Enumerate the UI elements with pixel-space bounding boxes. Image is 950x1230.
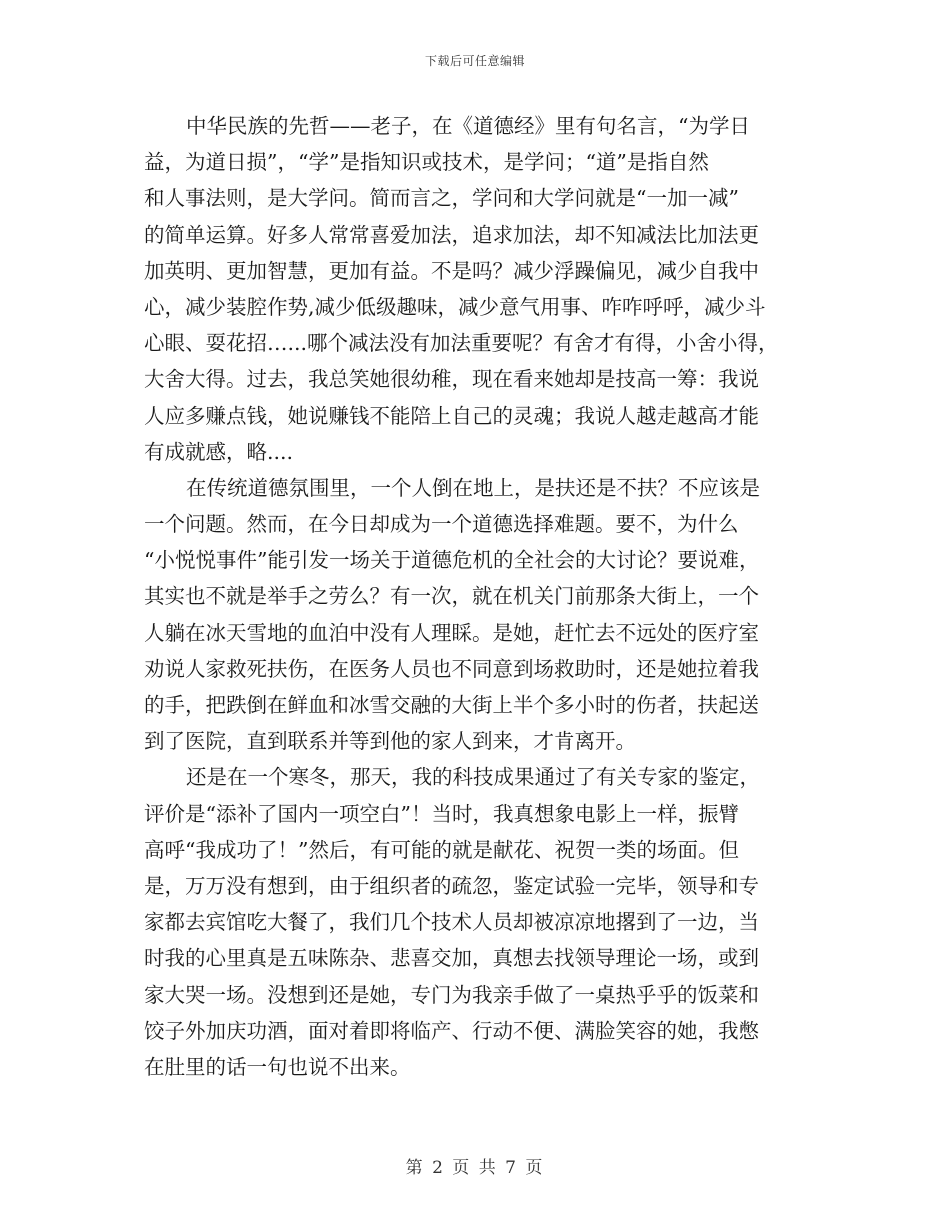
text-line: 大舍大得。过去，我总笑她很幼稚，现在看来她却是技高一筹：我说 — [144, 367, 759, 392]
paragraph — [144, 759, 808, 1085]
text-line: 一个问题。然而，在今日却成为一个道德选择难题。要不，为什么 — [144, 512, 739, 537]
text-line: 其实也不就是举手之劳么？有一次，就在机关门前那条大街上，一个 — [144, 584, 759, 609]
text-line: 是，万万没有想到，由于组织者的疏忽，鉴定试验一完毕，领导和专 — [144, 873, 759, 898]
page-number: 第 2 页 共 7 页 — [405, 1158, 545, 1178]
text-line: 中华民族的先哲——老子，在《道德经》里有句名言，“为学日 — [186, 114, 750, 138]
text-line: 人躺在冰天雪地的血泊中没有人理睬。是她，赶忙去不远处的医疗室 — [144, 620, 759, 645]
text-line: 心，减少装腔作势,减少低级趣味，减少意气用事、咋咋呼呼，减少斗 — [144, 294, 766, 319]
page-header: 下载后可任意编辑 — [424, 54, 525, 68]
text-line: 的手，把跌倒在鲜血和冰雪交融的大街上半个多小时的伤者，扶起送 — [144, 693, 759, 717]
paragraph — [144, 108, 808, 470]
text-line: 人应多赚点钱，她说赚钱不能陪上自己的灵魂；我说人越走越高才能 — [144, 403, 759, 428]
text-line: 到了医院，直到联系并等到他的家人到来，才肯离开。 — [144, 729, 636, 754]
text-line: 时我的心里真是五味陈杂、悲喜交加，真想去找领导理论一场，或到 — [144, 946, 759, 971]
text-line: 在传统道德氛围里，一个人倒在地上，是扶还是不扶？不应该是 — [186, 475, 760, 500]
text-line: 在肚里的话一句也说不出来。 — [144, 1054, 411, 1079]
document-body — [144, 108, 808, 1085]
text-line: 家都去宾馆吃大餐了，我们几个技术人员却被凉凉地撂到了一边，当 — [144, 910, 759, 935]
text-line: 家大哭一场。没想到还是她，专门为我亲手做了一桌热乎乎的饭菜和 — [144, 982, 759, 1007]
text-line: 饺子外加庆功酒，面对着即将临产、行动不便、满脸笑容的她，我憋 — [144, 1018, 759, 1043]
text-line: 加英明、更加智慧，更加有益。不是吗？减少浮躁偏见，减少自我中 — [144, 258, 759, 283]
text-line: 高呼“我成功了！”然后，有可能的就是献花、祝贺一类的场面。但 — [144, 837, 739, 862]
text-line: 有成就感，略.... — [144, 439, 294, 464]
text-line: 和人事法则，是大学问。简而言之，学问和大学问就是“一加一减” — [144, 186, 739, 211]
text-line: “小悦悦事件”能引发一场关于道德危机的全社会的大讨论？要说难， — [144, 548, 760, 573]
text-line: 还是在一个寒冬，那天，我的科技成果通过了有关专家的鉴定， — [186, 765, 760, 790]
text-line: 评价是“添补了国内一项空白”！当时，我真想象电影上一样，振臂 — [144, 801, 739, 826]
text-line: 劝说人家救死扶伤，在医务人员也不同意到场救助时，还是她拉着我 — [144, 656, 759, 681]
text-line: 的简单运算。好多人常常喜爱加法，追求加法，却不知减法比加法更 — [144, 222, 759, 247]
paragraph — [144, 470, 808, 760]
text-line: 心眼、耍花招…...哪个减法没有加法重要呢？有舍才有得，小舍小得， — [144, 331, 779, 356]
text-line: 益，为道日损”，“学”是指知识或技术，是学问；“道”是指自然 — [144, 150, 709, 175]
